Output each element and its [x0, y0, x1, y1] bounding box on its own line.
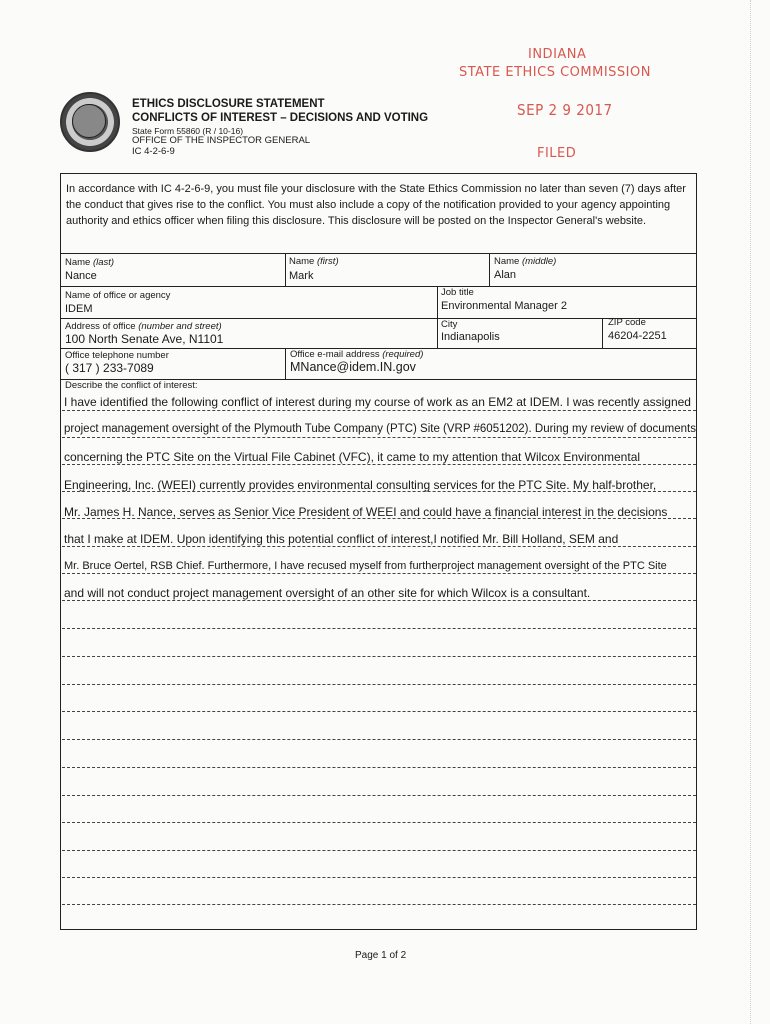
writing-line [62, 518, 696, 519]
writing-line [62, 739, 696, 740]
email-label: Office e-mail address (required) [290, 349, 424, 360]
last-name-value: Nance [65, 270, 97, 282]
phone-label: Office telephone number [65, 350, 169, 361]
writing-line [62, 711, 696, 712]
writing-line [62, 822, 696, 823]
writing-line [62, 684, 696, 685]
page-number: Page 1 of 2 [355, 950, 407, 961]
conflict-line: concerning the PTC Site on the Virtual File Cabinet (VFC), it came to my attention that Wilcox Environmental [64, 450, 641, 464]
conflict-line: project management oversight of the Plymouth Tube Company (PTC) Site (VRP #6051202). During my review of documents [64, 423, 696, 435]
stamp-line2: STATE ETHICS COMMISSION [459, 65, 651, 80]
middle-name-label: Name (middle) [494, 256, 557, 267]
first-name-value: Mark [289, 270, 314, 282]
address-value: 100 North Senate Ave, N1101 [65, 332, 224, 346]
writing-line [62, 628, 696, 629]
writing-line [62, 410, 696, 411]
job-title-value: Environmental Manager 2 [441, 300, 567, 312]
writing-line [62, 600, 696, 601]
city-label: City [441, 319, 458, 330]
conflict-line: Mr. James H. Nance, serves as Senior Vice President of WEEI and could have a financial interest in the decisions [64, 505, 668, 519]
last-name-label: Name (last) [65, 257, 115, 268]
writing-line [62, 795, 696, 796]
form-title-line1: ETHICS DISCLOSURE STATEMENT [132, 98, 325, 110]
conflict-line: Mr. Bruce Oertel, RSB Chief. Furthermore, I have recused myself from furtherproject management oversight of the PTC Site [64, 560, 667, 572]
writing-line [62, 491, 696, 492]
office-label: Name of office or agency [65, 290, 171, 301]
scan-edge [750, 0, 751, 1024]
writing-line [62, 546, 696, 547]
first-name-label: Name (first) [289, 256, 339, 267]
describe-label: Describe the conflict of interest: [65, 380, 198, 391]
writing-line [62, 656, 696, 657]
writing-line [62, 767, 696, 768]
issuing-office: OFFICE OF THE INSPECTOR GENERAL [132, 135, 311, 146]
stamp-line1: INDIANA [528, 47, 587, 62]
form-title [132, 97, 428, 125]
stamp-status: FILED [537, 146, 577, 161]
email-value: MNance@idem.IN.gov [290, 360, 416, 374]
intro-paragraph: In accordance with IC 4-2-6-9, you must file your disclosure with the State Ethics Commission no later than seven (7) days after the conduct that gives rise to the conflict. You must also include a copy of the notification provided to your agency appointing authority and ethics officer when filing this disclosure. This disclosure will be posted on the Inspector General's website. [66, 183, 686, 227]
conflict-line: I have identified the following conflict of interest during my course of work as an EM2 at IDEM. I was recently assigned [64, 395, 691, 409]
writing-line [62, 877, 696, 878]
zip-label: ZIP code [608, 317, 646, 328]
city-value: Indianapolis [441, 331, 500, 343]
disclosure-form [60, 173, 697, 930]
address-label: Address of office (number and street) [65, 321, 222, 332]
form-number: State Form 55860 (R / 10-16) [132, 126, 244, 136]
job-title-label: Job title [441, 287, 474, 298]
zip-value: 46204-2251 [608, 330, 667, 342]
statute-code: IC 4-2-6-9 [132, 146, 175, 157]
phone-value: ( 317 ) 233-7089 [65, 361, 154, 375]
stamp-date: SEP 2 9 2017 [517, 101, 613, 119]
conflict-line: that I make at IDEM. Upon identifying this potential conflict of interest,I notified Mr. Bill Holland, SEM and [64, 532, 619, 546]
writing-line [62, 573, 696, 574]
writing-line [62, 464, 696, 465]
middle-name-value: Alan [494, 269, 517, 281]
office-value: IDEM [65, 303, 93, 315]
conflict-line: Engineering, Inc. (WEEI) currently provides environmental consulting services for the PTC Site. My half-brother, [64, 478, 657, 492]
form-title-line2: CONFLICTS OF INTEREST – DECISIONS AND VOTING [132, 112, 429, 124]
writing-line [62, 437, 696, 438]
writing-line [62, 850, 696, 851]
writing-line [62, 904, 696, 905]
state-seal-icon [60, 92, 120, 152]
conflict-line: and will not conduct project management oversight of an other site for which Wilcox is a consultant. [64, 586, 591, 600]
